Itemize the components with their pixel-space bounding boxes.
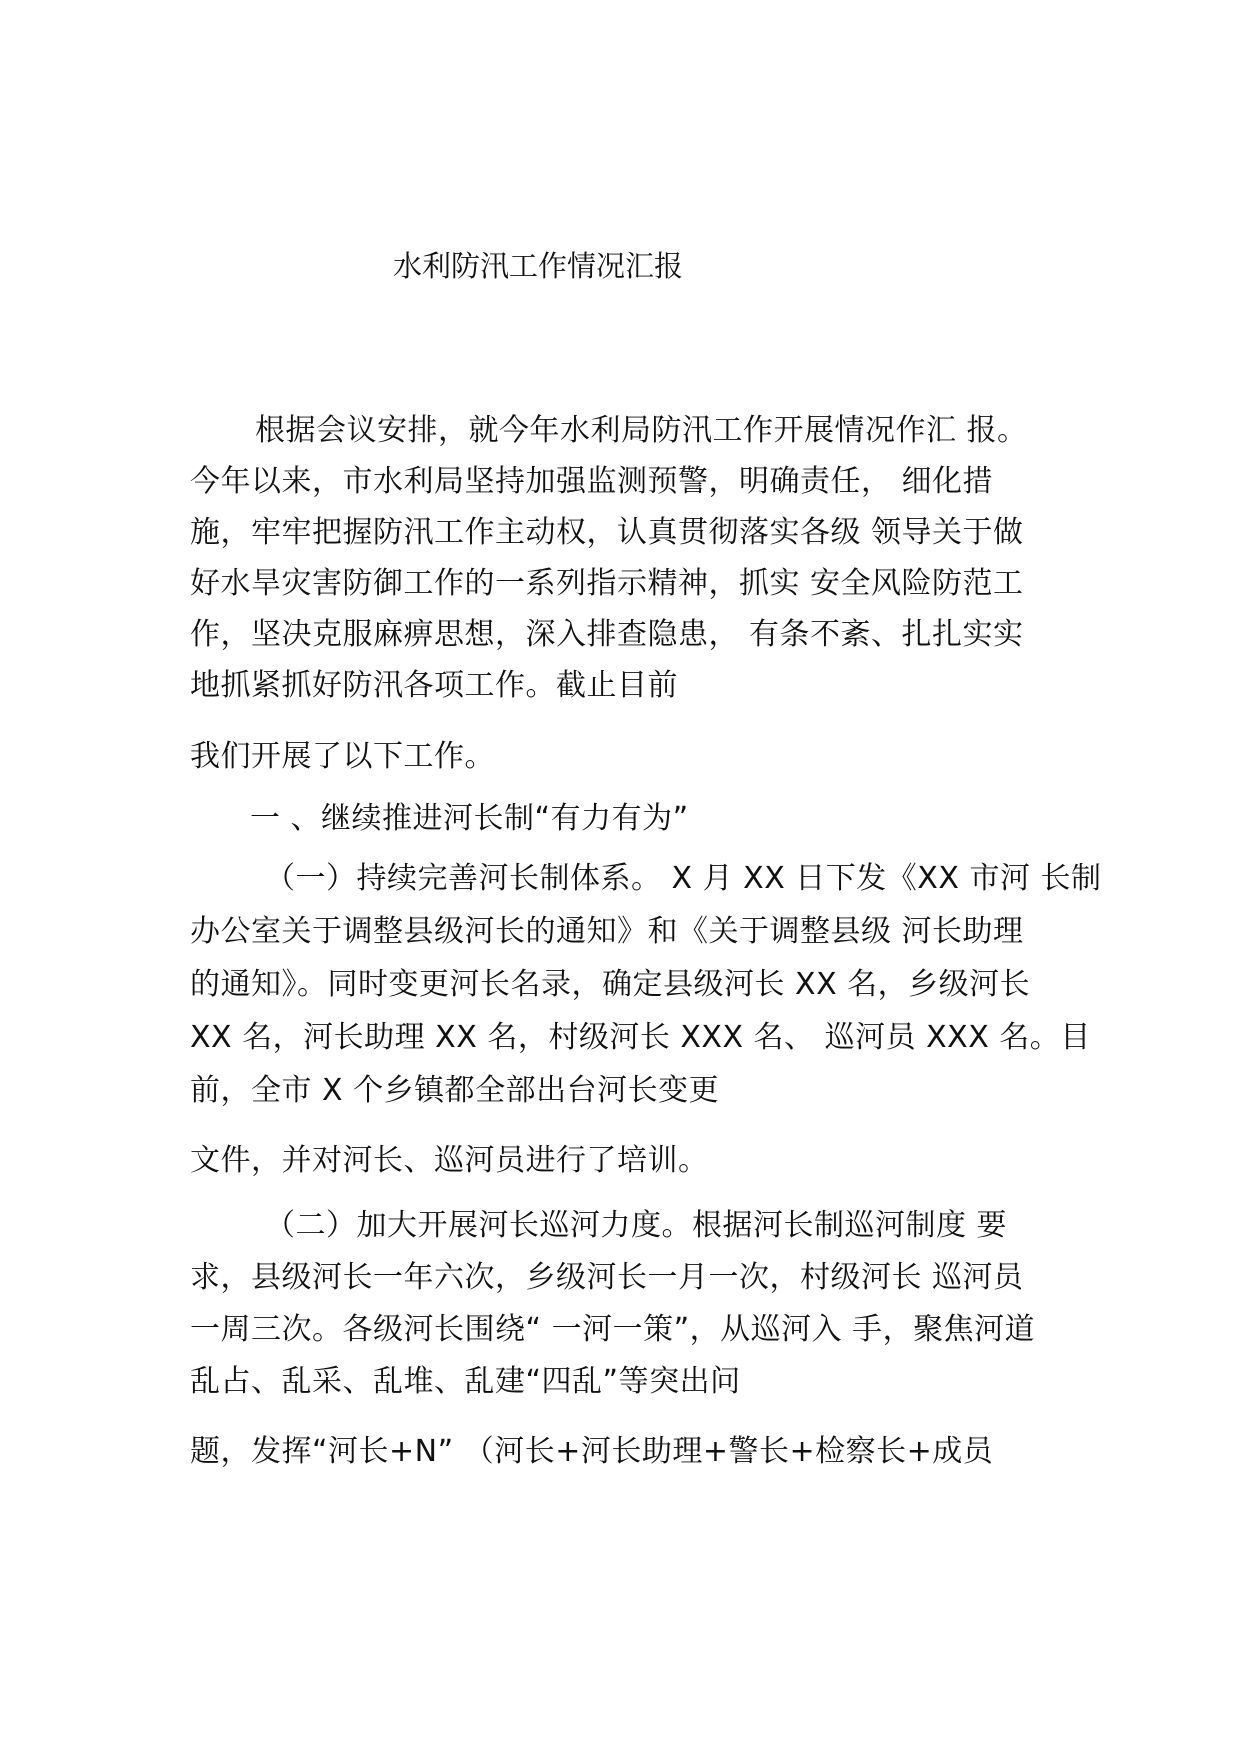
paragraph-line: XX 名，河长助理 XX 名，村级河长 XXX 名、 巡河员 XXX 名。目 [190, 1020, 1091, 1055]
paragraph-line: 地抓紧抓好防汛各项工作。截止目前 [190, 668, 678, 703]
paragraph-line: 题，发挥“河长+N” （河长+河长助理+警长+检察长+成员 [190, 1434, 994, 1469]
paragraph-line: 我们开展了以下工作。 [190, 739, 495, 774]
paragraph-line: 作，坚决克服麻痹思想，深入排查隐患， 有条不紊、扎扎实实 [190, 617, 1024, 652]
paragraph-line: （二）加大开展河长巡河力度。根据河长制巡河制度 要 [265, 1208, 1008, 1243]
paragraph-line: 的通知》。同时变更河长名录，确定县级河长 XX 名，乡级河长 [190, 967, 1031, 1002]
paragraph-line: 施，牢牢把握防汛工作主动权，认真贯彻落实各级 领导关于做 [190, 515, 1024, 550]
paragraph-line: 乱占、乱采、乱堆、乱建“四乱”等突出问 [190, 1364, 741, 1399]
paragraph-line: 根据会议安排，就今年水利局防汛工作开展情况作汇 报。 [255, 413, 1028, 448]
paragraph-line: 一周三次。各级河长围绕“ 一河一策”，从巡河入 手，聚焦河道 [190, 1312, 1036, 1347]
paragraph-line: 文件，并对河长、巡河员进行了培训。 [190, 1143, 709, 1178]
section-heading: 一 、继续推进河长制“有力有为” [250, 801, 689, 836]
paragraph-line: 前，全市 X 个乡镇都全部出台河长变更 [190, 1073, 720, 1108]
paragraph-line: 好水旱灾害防御工作的一系列指示精神，抓实 安全风险防范工 [190, 566, 1024, 601]
document-title: 水利防汛工作情况汇报 [393, 249, 684, 283]
paragraph-line: （一）持续完善河长制体系。 X 月 XX 日下发《XX 市河 长制 [265, 861, 1102, 896]
paragraph-line: 求，县级河长一年六次，乡级河长一月一次，村级河长 巡河员 [190, 1260, 1024, 1295]
paragraph-line: 办公室关于调整县级河长的通知》和《关于调整县级 河长助理 [190, 914, 1024, 949]
paragraph-line: 今年以来，市水利局坚持加强监测预警，明确责任， 细化措 [190, 464, 994, 499]
